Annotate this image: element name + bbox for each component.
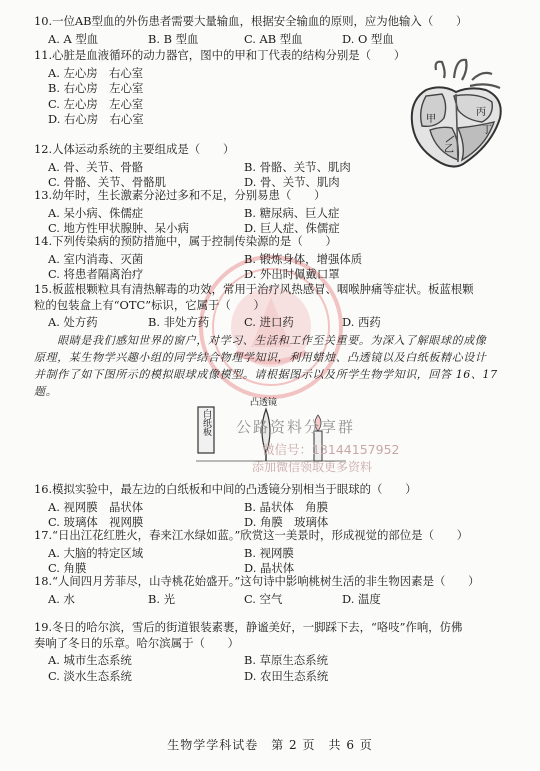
answer-option[interactable]: A. 水 [48,591,75,606]
question-stem: 粒的包装盒上有“OTC”标识，它属于（ ） [34,297,265,312]
question-stem: 10.一位AB型血的外伤患者需要大量输血，根据安全输血的原则，应为他输入（ ） [34,14,468,28]
answer-option[interactable]: B. 视网膜 [244,545,294,560]
question-stem: 19.冬日的哈尔滨，雪后的街道银装素裹，静谧美好，一脚踩下去，“咯吱”作响，仿佛 [34,620,463,634]
answer-option[interactable]: B. 糖尿病、巨人症 [244,205,340,220]
watermark-title: 公路资料分享群 [236,418,356,436]
answer-option[interactable]: C. 玻璃体 视网膜 [48,515,144,529]
answer-option[interactable]: D. O 型血 [342,31,394,46]
answer-option[interactable]: A. 呆小病、侏儒症 [48,205,144,220]
passage-line: 题。 [34,385,58,398]
question-stem: 16.模拟实验中，最左边的白纸板和中间的凸透镜分别相当于眼球的（ ） [34,482,417,496]
answer-option[interactable]: A. 室内消毒、灭菌 [48,251,144,266]
passage-line: 原理，某生物学兴趣小组的同学结合物理学知识，利用蜡烛、凸透镜以及白纸板精心设计 [34,351,487,364]
answer-option[interactable]: D. 骨、关节、肌肉 [244,175,340,189]
answer-option[interactable]: B. 骨骼、关节、肌肉 [244,159,351,174]
question-stem: 12.人体运动系统的主要组成是（ ） [34,142,235,156]
answer-option[interactable]: C. 角膜 [48,561,87,575]
label-lens: 凸透镜 [250,398,278,408]
question-stem: 17.“日出江花红胜火，春来江水绿如蓝。”欣赏这一美景时，形成视觉的部位是（ ） [34,528,469,542]
answer-option[interactable]: A. 左心房 右心室 [48,65,144,80]
label-yi: 乙 [444,144,454,155]
answer-option[interactable]: A. 处方药 [48,315,98,329]
label-jia: 甲 [426,114,436,125]
answer-option[interactable]: A. 大脑的特定区域 [48,545,144,560]
watermark-wechat: 微信号：13144157952 [262,442,400,457]
answer-option[interactable]: A. 骨、关节、骨骼 [48,159,144,174]
answer-option[interactable]: B. 锻炼身体，增强体质 [244,251,363,266]
answer-option[interactable]: A. A 型血 [48,31,99,46]
question-stem: 11.心脏是血液循环的动力器官，图中的甲和丁代表的结构分别是（ ） [34,48,406,62]
label-bing: 丙 [476,107,486,118]
answer-option[interactable]: C. 进口药 [244,315,294,329]
answer-option[interactable]: C. AB 型血 [244,31,303,46]
answer-option[interactable]: C. 地方性甲状腺肿、呆小病 [48,221,189,235]
label-white-board: 白纸板 [201,409,211,436]
answer-option[interactable]: A. 城市生态系统 [48,653,132,667]
answer-option[interactable]: B. 光 [148,591,176,606]
answer-option[interactable]: B. 非处方药 [148,315,210,329]
answer-option[interactable]: C. 淡水生态系统 [48,668,132,683]
answer-option[interactable]: C. 将患者隔离治疗 [48,267,144,281]
answer-option[interactable]: B. 晶状体 角膜 [244,499,328,514]
watermark-hint: 添加微信领取更多资料 [252,460,373,474]
answer-option[interactable]: D. 角膜 玻璃体 [244,515,329,529]
answer-option[interactable]: D. 右心房 右心室 [48,112,144,126]
answer-option[interactable]: C. 空气 [244,591,283,606]
answer-option[interactable]: D. 温度 [342,591,381,606]
answer-option[interactable]: D. 外出时佩戴口罩 [244,267,340,281]
answer-option[interactable]: C. 骨骼、关节、骨骼肌 [48,175,167,189]
answer-option[interactable]: A. 视网膜 晶状体 [48,499,144,514]
label-ding: 丁 [482,125,492,136]
question-stem: 15.板蓝根颗粒具有清热解毒的功效，常用于治疗风热感冒、咽喉肿痛等症状。板蓝根颗 [34,282,474,296]
question-stem: 18.“人间四月芳菲尽，山寺桃花始盛开。”这句诗中影响桃树生活的非生物因素是（ ） [34,574,480,588]
passage-line: 眼睛是我们感知世界的窗户，对学习、生活和工作至关重要。为深入了解眼球的成像 [34,334,487,347]
page-footer: 生物学学科试卷 第 2 页 共 6 页 [167,738,373,752]
question-stem: 14.下列传染病的预防措施中，属于控制传染源的是（ ） [34,234,337,248]
passage-line: 并制作了如下图所示的模拟眼球成像模型。请根据图示以及所学生物学知识，回答 16、17 [34,368,498,381]
answer-option[interactable]: D. 巨人症、侏儒症 [244,221,340,235]
question-stem: 13.幼年时，生长激素分泌过多和不足，分别易患（ ） [34,188,326,202]
answer-option[interactable]: D. 西药 [342,315,381,329]
answer-option[interactable]: D. 晶状体 [244,561,295,575]
answer-option[interactable]: C. 左心房 左心室 [48,96,144,111]
answer-option[interactable]: D. 农田生态系统 [244,668,329,683]
answer-option[interactable]: B. 草原生态系统 [244,653,328,667]
answer-option[interactable]: B. 右心房 左心室 [48,81,144,95]
heart-diagram-icon [396,56,514,174]
question-stem: 奏响了冬日的乐章。哈尔滨属于（ ） [34,635,240,650]
answer-option[interactable]: B. B 型血 [148,31,199,46]
